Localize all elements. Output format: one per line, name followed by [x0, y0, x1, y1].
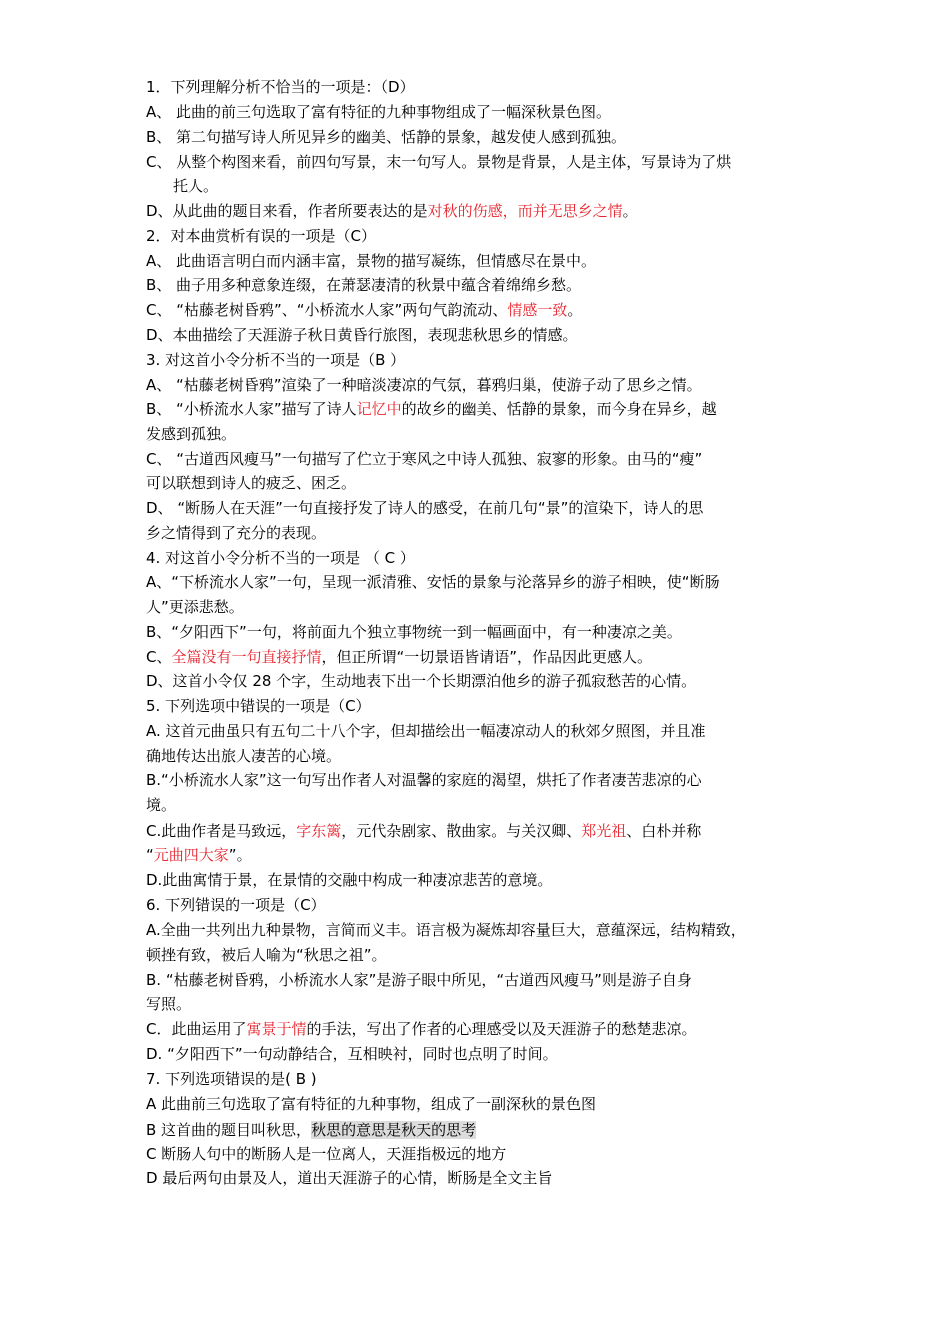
text-line	[146, 547, 826, 569]
emphasized-text: 情感一致	[507, 301, 568, 319]
text-line	[146, 1068, 826, 1090]
highlighted-text: 秋思的意思是秋天的思考	[311, 1121, 477, 1139]
text-line	[146, 101, 826, 123]
text-run: C、 从整个构图来看，前四句写景，末一句写人。景物是背景，人是主体，写景诗为了烘	[146, 153, 732, 171]
text-line	[146, 944, 826, 966]
text-line	[146, 745, 826, 767]
emphasized-text: 对秋的伤感，而并无思乡之情	[427, 202, 623, 220]
text-run: B、 曲子用多种意象连缀，在萧瑟凄清的秋景中蕴含着绵绵乡愁。	[146, 276, 582, 294]
text-run: C．此曲运用了	[146, 1020, 247, 1038]
text-run: B、 第二句描写诗人所见异乡的幽美、恬静的景象，越发使人感到孤独。	[146, 128, 627, 146]
text-run: 境。	[146, 796, 177, 814]
text-line	[146, 324, 826, 346]
text-line	[146, 274, 826, 296]
text-run: 3. 对这首小令分析不当的一项是（B ）	[146, 351, 406, 369]
text-run: 可以联想到诗人的疲乏、困乏。	[146, 474, 357, 492]
text-line	[146, 497, 826, 519]
text-line	[146, 869, 826, 891]
text-run: 发感到孤独。	[146, 425, 237, 443]
text-line	[146, 200, 826, 222]
text-run: A、 “枯藤老树昏鸦”渲染了一种暗淡凄凉的气氛，暮鸦归巢，使游子动了思乡之情。	[146, 376, 702, 394]
text-line	[146, 448, 826, 470]
text-line	[146, 794, 826, 816]
text-line	[146, 596, 826, 618]
text-run: 。	[567, 301, 583, 319]
text-run: B、“夕阳西下”一句，将前面九个独立事物统一到一幅画面中，有一种凄凉之美。	[146, 623, 682, 641]
text-run: D 最后两句由景及人，道出天涯游子的心情，断肠是全文主旨	[146, 1169, 553, 1187]
text-run: D、从此曲的题目来看，作者所要表达的是	[146, 202, 428, 220]
text-line	[146, 1119, 826, 1141]
text-line	[146, 993, 826, 1015]
text-line	[146, 571, 826, 593]
text-run: C 断肠人句中的断肠人是一位离人，天涯指极远的地方	[146, 1145, 507, 1163]
text-run: 5. 下列选项中错误的一项是（C）	[146, 697, 371, 715]
text-run: ，元代杂剧家、散曲家。与关汉卿、	[341, 822, 582, 840]
text-line	[146, 472, 826, 494]
text-line	[146, 969, 826, 991]
text-line	[146, 646, 826, 668]
text-run: A、 此曲语言明白而内涵丰富，景物的描写凝练，但情感尽在景中。	[146, 252, 597, 270]
emphasized-text: 全篇没有一句直接抒情	[171, 648, 322, 666]
text-run: 顿挫有致，被后人喻为“秋思之祖”。	[146, 946, 387, 964]
text-line	[146, 225, 826, 247]
text-line	[146, 820, 826, 842]
text-run: C、 “古道西风瘦马”一句描写了伫立于寒风之中诗人孤独、寂寥的形象。由马的“瘦”	[146, 450, 703, 468]
text-line	[146, 1093, 826, 1115]
text-line	[146, 1018, 826, 1040]
text-line	[146, 151, 826, 173]
text-run: 的手法，写出了作者的心理感受以及天涯游子的愁楚悲凉。	[306, 1020, 697, 1038]
text-run: D、本曲描绘了天涯游子秋日黄昏行旅图，表现悲秋思乡的情感。	[146, 326, 578, 344]
text-line	[173, 175, 853, 197]
text-line	[146, 769, 826, 791]
text-line	[146, 299, 826, 321]
emphasized-text: 字东篱	[296, 822, 342, 840]
text-run: A.全曲一共列出九种景物，言简而义丰。语言极为凝炼却容量巨大，意蕴深远，结构精致，	[146, 921, 746, 939]
text-run: A 此曲前三句选取了富有特征的九种事物，组成了一副深秋的景色图	[146, 1095, 597, 1113]
text-run: C、	[146, 648, 172, 666]
text-line	[146, 1143, 826, 1165]
text-run: D. “夕阳西下”一句动静结合，互相映衬，同时也点明了时间。	[146, 1045, 558, 1063]
text-run: B、 “小桥流水人家”描写了诗人	[146, 400, 357, 418]
text-line	[146, 374, 826, 396]
text-run: A. 这首元曲虽只有五句二十八个字，但却描绘出一幅凄凉动人的秋郊夕照图，并且准	[146, 722, 706, 740]
text-run: ”。	[228, 846, 252, 864]
emphasized-text: 记忆中	[356, 400, 402, 418]
text-run: 托人。	[173, 177, 219, 195]
text-run: 、白朴并称	[626, 822, 702, 840]
text-run: B 这首曲的题目叫秋思，	[146, 1121, 312, 1139]
text-run: 人”更添悲愁。	[146, 598, 244, 616]
text-line	[146, 1167, 826, 1189]
text-line	[146, 670, 826, 692]
text-line	[146, 844, 826, 866]
text-line	[146, 398, 826, 420]
text-run: D、 “断肠人在天涯”一句直接抒发了诗人的感受，在前几句“景”的渲染下，诗人的思	[146, 499, 704, 517]
text-run: “	[146, 846, 154, 864]
text-run: 乡之情得到了充分的表现。	[146, 524, 327, 542]
emphasized-text: 元曲四大家	[153, 846, 229, 864]
text-run: 2．对本曲赏析有误的一项是（C）	[146, 227, 377, 245]
text-line	[146, 720, 826, 742]
emphasized-text: 寓景于情	[246, 1020, 307, 1038]
text-run: B. “枯藤老树昏鸦，小桥流水人家”是游子眼中所见，“古道西风瘦马”则是游子自身	[146, 971, 692, 989]
text-run: D.此曲寓情于景，在景情的交融中构成一种凄凉悲苦的意境。	[146, 871, 553, 889]
text-run: 的故乡的幽美、恬静的景象，而今身在异乡，越	[401, 400, 717, 418]
text-run: A、“下桥流水人家”一句，呈现一派清雅、安恬的景象与沦落异乡的游子相映，使“断肠	[146, 573, 720, 591]
text-line	[146, 894, 826, 916]
text-run: 7. 下列选项错误的是( B )	[146, 1070, 317, 1088]
text-line	[146, 522, 826, 544]
text-run: 6. 下列错误的一项是（C）	[146, 896, 326, 914]
text-run: A、 此曲的前三句选取了富有特征的九种事物组成了一幅深秋景色图。	[146, 103, 612, 121]
text-line	[146, 423, 826, 445]
text-run: D、这首小令仅 28 个字，生动地表下出一个长期漂泊他乡的游子孤寂愁苦的心情。	[146, 672, 697, 690]
text-line	[146, 919, 826, 941]
text-run: C、 “枯藤老树昏鸦”、“小桥流水人家”两句气韵流动、	[146, 301, 508, 319]
text-run: 写照。	[146, 995, 192, 1013]
text-run: 确地传达出旅人凄苦的心境。	[146, 747, 342, 765]
text-run: ，但正所谓“一切景语皆请语”，作品因此更感人。	[321, 648, 653, 666]
text-run: 4. 对这首小令分析不当的一项是 （ C ）	[146, 549, 415, 567]
emphasized-text: 郑光祖	[581, 822, 627, 840]
text-run: B.“小桥流水人家”这一句写出作者人对温馨的家庭的渴望，烘托了作者凄苦悲凉的心	[146, 771, 702, 789]
text-line	[146, 621, 826, 643]
text-run: 。	[622, 202, 638, 220]
text-line	[146, 126, 826, 148]
text-line	[146, 1043, 826, 1065]
text-run: C.此曲作者是马致远，	[146, 822, 297, 840]
text-line	[146, 76, 826, 98]
text-line	[146, 695, 826, 717]
text-line	[146, 250, 826, 272]
text-run: 1．下列理解分析不恰当的一项是：（D）	[146, 78, 415, 96]
text-line	[146, 349, 826, 371]
